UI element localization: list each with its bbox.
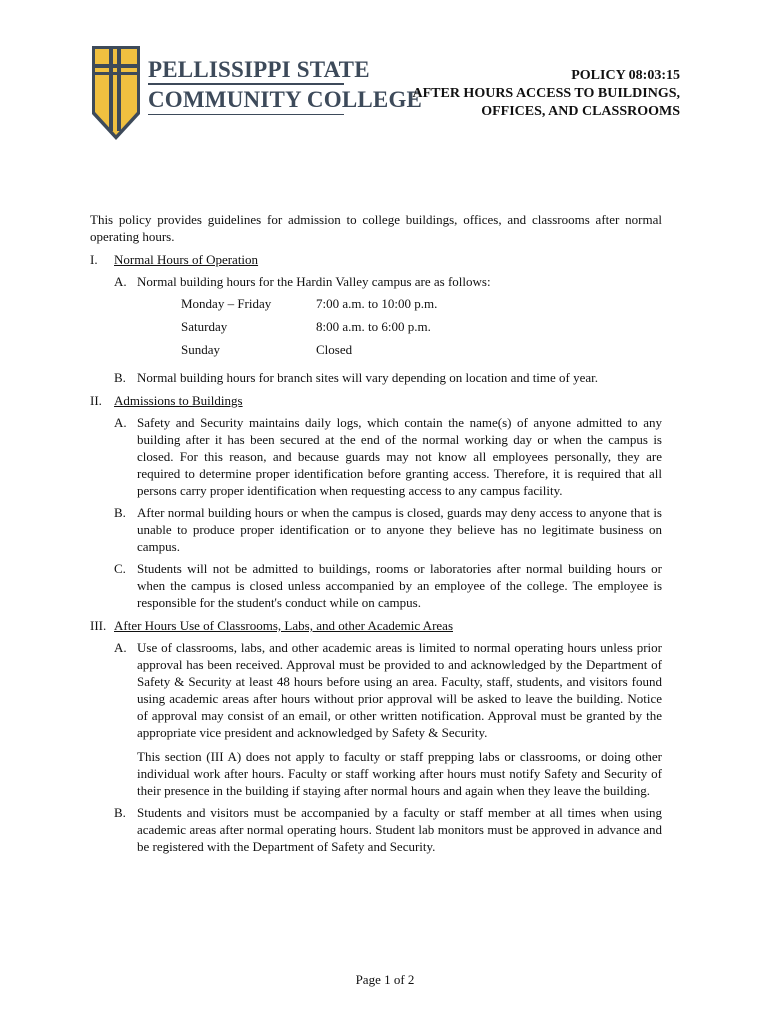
item-text: Students will not be admitted to buildings, rooms or laboratories after normal building hours or when the campus is closed unless accompanied by an employee of the college. The employee is responsible for the student's conduct while on campus. <box>137 561 662 610</box>
list-item <box>114 369 662 386</box>
section-title: Admissions to Buildings <box>114 393 243 408</box>
hours-day: Sunday <box>181 342 220 357</box>
logo-text-line1: PELLISSIPPI STATE <box>148 57 370 82</box>
college-logo <box>90 44 423 142</box>
shield-icon <box>90 44 142 142</box>
list-item <box>114 504 662 555</box>
hours-day: Saturday <box>181 319 228 334</box>
table-row <box>181 295 437 318</box>
hours-day: Monday – Friday <box>181 296 272 311</box>
item-letter: C. <box>114 561 126 576</box>
policy-body <box>90 211 662 861</box>
list-item <box>114 414 662 499</box>
item-text: Use of classrooms, labs, and other academic areas is limited to normal operating hours unless prior approval has been received. Approval must be provided to and acknowledged by the Department of Safety & Security at least 48 hours before using an area. Faculty, staff, students, and visitors found using academic areas after hours without prior approval will be asked to leave the building. Notice of approval may consist of an email, or other written notification. Approval must be granted by the appropriate vice president and acknowledged by Safety & Security. <box>137 640 662 740</box>
logo-text-line2: COMMUNITY COLLEGE <box>148 87 423 112</box>
section-1 <box>90 251 662 386</box>
item-letter: A. <box>114 274 127 289</box>
hours-time: 8:00 a.m. to 6:00 p.m. <box>316 319 431 334</box>
page-footer <box>0 972 770 988</box>
hours-table <box>181 295 437 364</box>
list-item <box>114 804 662 855</box>
section-title: After Hours Use of Classrooms, Labs, and other Academic Areas <box>114 618 453 633</box>
section-title: Normal Hours of Operation <box>114 252 259 267</box>
intro-paragraph: This policy provides guidelines for admission to college buildings, offices, and classrooms after normal operating hours. <box>90 212 662 244</box>
list-item <box>114 639 662 741</box>
policy-title-line1: AFTER HOURS ACCESS TO BUILDINGS, <box>412 86 680 101</box>
item-text: Safety and Security maintains daily logs, which contain the name(s) of anyone admitted to any building after it has been secured at the end of the normal working day or when the campus is closed. For this reason, and because guards may not know all employees personally, they are required to determine proper identification before granting access. Therefore, it is required that all persons carry proper identification when requesting access to any campus facility. <box>137 415 662 498</box>
hours-time: 7:00 a.m. to 10:00 p.m. <box>316 296 438 311</box>
item-text: After normal building hours or when the campus is closed, guards may deny access to anyone that is unable to produce proper identification or to anyone they believe has no legitimate business on campus. <box>137 505 662 554</box>
item-letter: B. <box>114 370 126 385</box>
table-row <box>181 341 437 364</box>
item-text: Normal building hours for branch sites will vary depending on location and time of year. <box>137 370 599 385</box>
item-text: Normal building hours for the Hardin Valley campus are as follows: <box>137 274 491 289</box>
logo-underline <box>148 114 344 115</box>
list-item <box>114 273 662 290</box>
hours-time: Closed <box>316 342 353 357</box>
policy-heading <box>412 67 680 121</box>
list-item <box>114 560 662 611</box>
item-extra-paragraph: This section (III A) does not apply to faculty or staff prepping labs or classrooms, or doing other individual work after hours. Faculty or staff working after hours must notify Safety and Security of their presence in the building if staying after normal hours and again when they leave the building. <box>137 749 662 798</box>
page-number: Page 1 of 2 <box>355 972 415 987</box>
item-letter: A. <box>114 415 127 430</box>
item-letter: B. <box>114 505 126 520</box>
section-number: II. <box>90 393 102 408</box>
item-letter: B. <box>114 805 126 820</box>
logo-divider <box>148 83 344 85</box>
item-text: Students and visitors must be accompanied by a faculty or staff member at all times when using academic areas after normal operating hours. Student lab monitors must be approved in advance and be registered with the Department of Safety and Security. <box>137 805 662 854</box>
policy-number: POLICY 08:03:15 <box>571 68 680 83</box>
section-2 <box>90 392 662 611</box>
policy-title-line2: OFFICES, AND CLASSROOMS <box>481 104 680 119</box>
section-number: I. <box>90 252 98 267</box>
section-3 <box>90 617 662 855</box>
table-row <box>181 318 437 341</box>
item-letter: A. <box>114 640 127 655</box>
section-number: III. <box>90 618 107 633</box>
